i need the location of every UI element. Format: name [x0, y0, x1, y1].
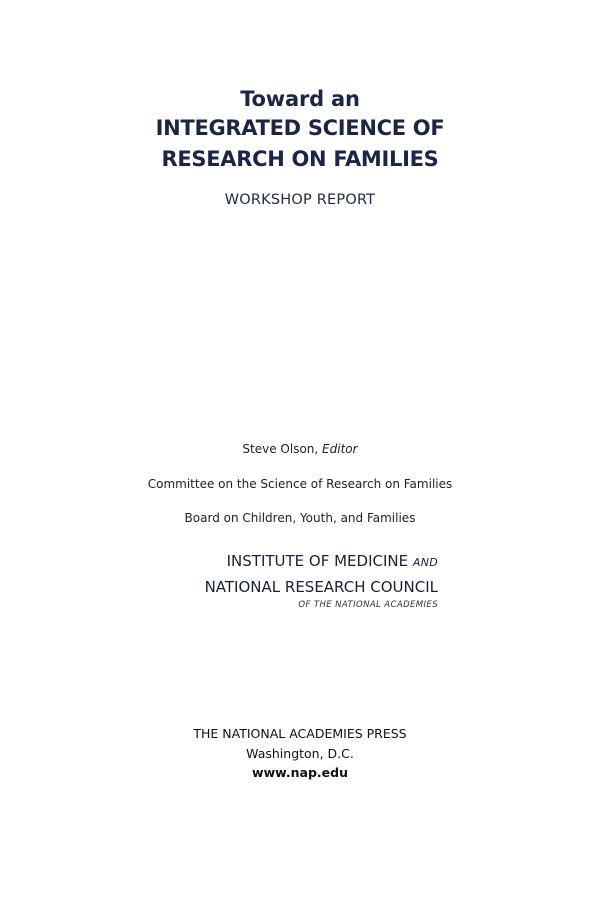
publisher-city: Washington, D.C. [246, 746, 354, 761]
editor-name: Steve Olson, [242, 442, 323, 456]
editor-role: Editor [322, 442, 358, 456]
title-line-2: INTEGRATED SCIENCE OF [155, 116, 445, 140]
publisher-name: THE NATIONAL ACADEMIES PRESS [193, 726, 407, 741]
publisher-block [0, 724, 600, 782]
report-title [0, 86, 600, 175]
institute-of-medicine: INSTITUTE OF MEDICINE [226, 552, 413, 570]
institution-line-1 [168, 549, 438, 575]
and-connector: AND [412, 556, 438, 569]
title-line-1: Toward an [240, 87, 360, 111]
editor-credit [0, 442, 600, 456]
committee-credit: Committee on the Science of Research on Families [147, 477, 453, 491]
of-the-national-academies: OF THE NATIONAL ACADEMIES [298, 600, 438, 610]
institutions-block [168, 549, 438, 611]
title-line-3: RESEARCH ON FAMILIES [161, 147, 439, 171]
publisher-url: www.nap.edu [252, 765, 348, 780]
national-research-council: NATIONAL RESEARCH COUNCIL [204, 578, 438, 596]
board-credit: Board on Children, Youth, and Families [184, 511, 416, 525]
report-subtitle: WORKSHOP REPORT [224, 192, 376, 208]
